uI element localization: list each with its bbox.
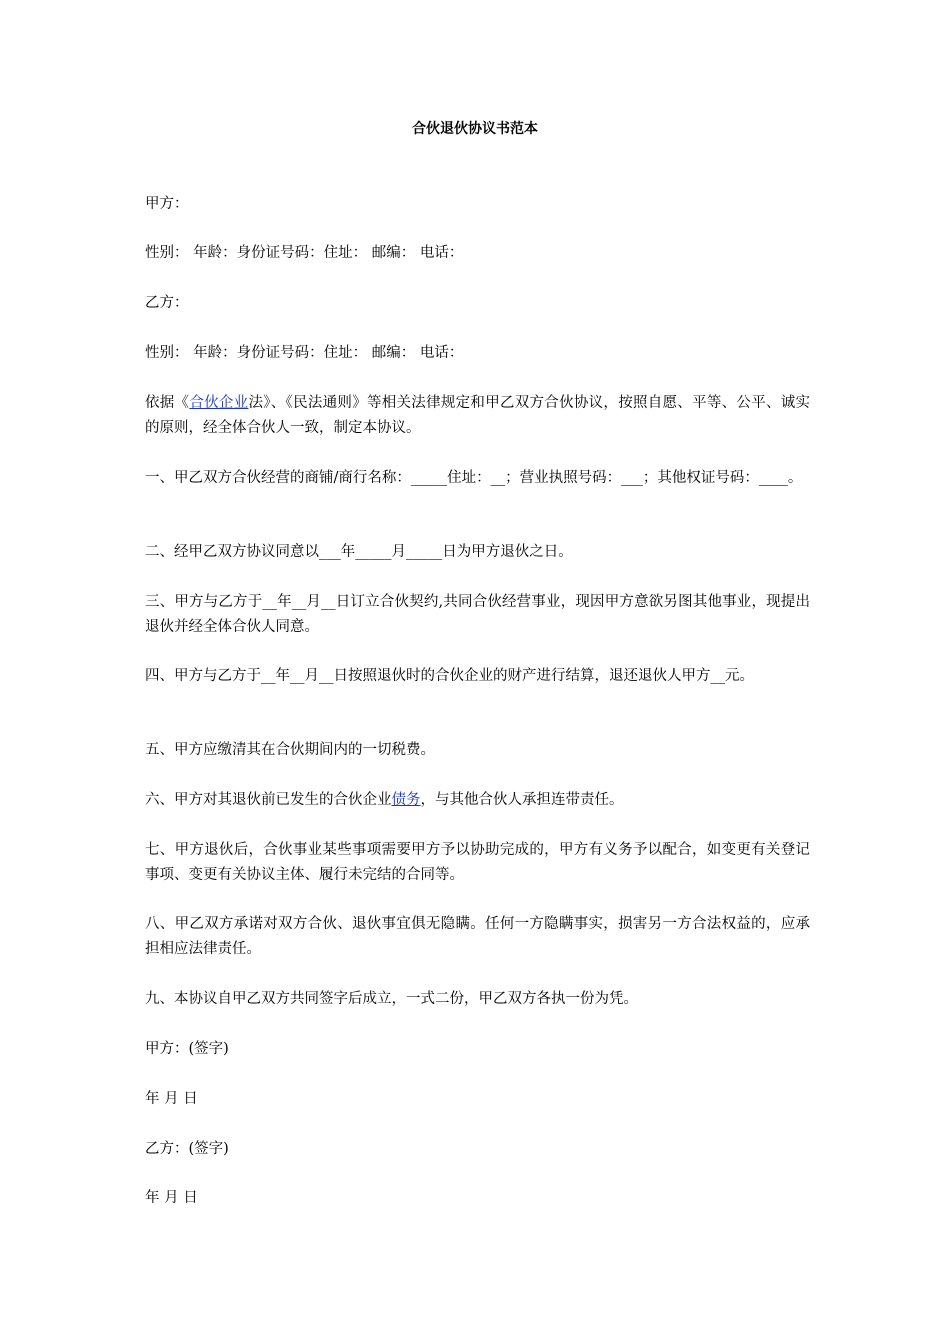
clause-3: 三、甲方与乙方于__年__月__日订立合伙契约,共同合伙经营事业，现因甲方意欲另图其他事业，现提出退伙并经全体合伙人同意。 — [145, 594, 810, 635]
party-b-info: 性别： 年龄：身份证号码：住址： 邮编： 电话： — [145, 345, 464, 361]
clause-5: 五、甲方应缴清其在合伙期间内的一切税费。 — [145, 742, 435, 758]
date-party-a: 年 月 日 — [145, 1091, 198, 1107]
intro-paragraph — [145, 391, 810, 441]
clause-6-text-pre: 六、甲方对其退伙前已发生的合伙企业 — [145, 792, 392, 808]
document-title: 合伙退伙协议书范本 — [412, 121, 538, 137]
link-partnership-enterprise[interactable]: 合伙企业 — [189, 395, 249, 411]
link-debt[interactable]: 债务 — [391, 792, 421, 808]
clause-4: 四、甲方与乙方于__年__月__日按照退伙时的合伙企业的财产进行结算，退还退伙人甲方__元。 — [145, 668, 754, 684]
signature-party-b: 乙方：(签字) — [145, 1141, 229, 1157]
party-a-label: 甲方： — [145, 196, 189, 212]
party-b-label: 乙方： — [145, 295, 189, 311]
signature-party-a: 甲方：(签字) — [145, 1041, 229, 1057]
clause-6-text-post: ，与其他合伙人承担连带责任。 — [420, 792, 624, 808]
intro-text-pre: 依据《 — [145, 395, 190, 411]
clause-8: 八、甲乙双方承诺对双方合伙、退伙事宜俱无隐瞒。任何一方隐瞒事实，损害另一方合法权益的，应承担相应法律责任。 — [145, 916, 810, 957]
intro-text-post: 法》、《民法通则》等相关法律规定和甲乙双方合伙协议，按照自愿、平等、公平、诚实的原则，经全体合伙人一致，制定本协议。 — [145, 395, 811, 436]
clause-9: 九、本协议自甲乙双方共同签字后成立，一式二份，甲乙双方各执一份为凭。 — [145, 991, 638, 1007]
clause-7: 七、甲方退伙后，合伙事业某些事项需要甲方予以协助完成的，甲方有义务予以配合，如变更有关登记事项、变更有关协议主体、履行未完结的合同等。 — [145, 842, 810, 883]
date-party-b: 年 月 日 — [145, 1190, 198, 1206]
clause-2: 二、经甲乙双方协议同意以___年_____月_____日为甲方退伙之日。 — [145, 544, 573, 560]
party-a-info: 性别： 年龄：身份证号码：住址： 邮编： 电话： — [145, 245, 464, 261]
clause-6 — [145, 788, 810, 813]
clause-1: 一、甲乙双方合伙经营的商铺/商行名称：_____住址：__；营业执照号码：___；其他权证号码：____。 — [145, 470, 803, 486]
